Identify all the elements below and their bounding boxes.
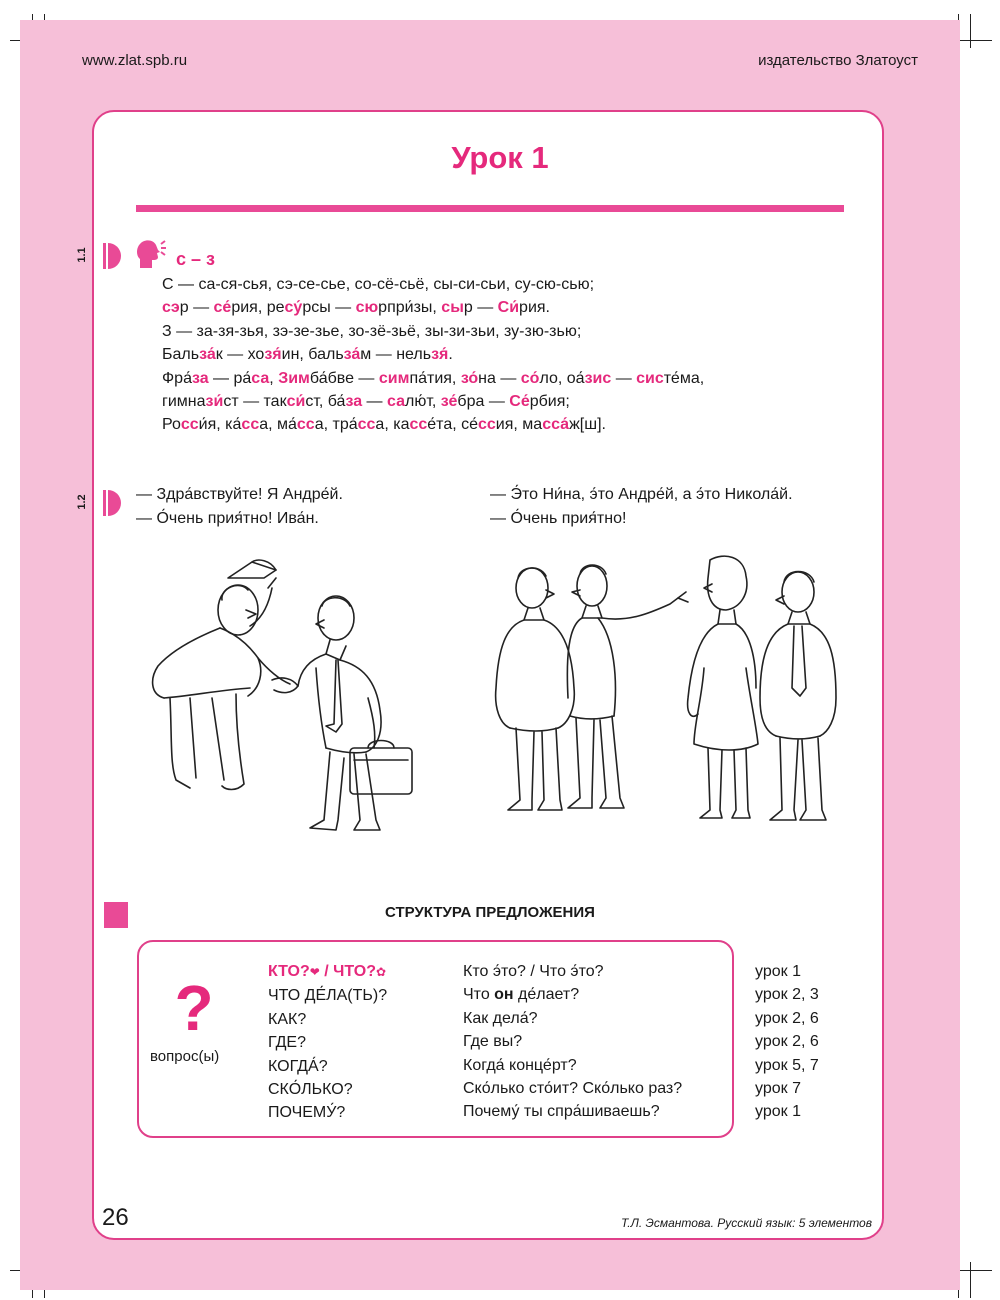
dialog-line: — Здра́вствуйте! Я Андре́й. xyxy=(136,486,343,503)
lesson-ref: урок 2, 3 xyxy=(755,986,819,1004)
exercise-line: Фра́за — ра́са, Зимба́бве — симпа́тия, зо́на — со́ло, оа́зис — систе́ма, xyxy=(162,369,705,387)
exercise-number: 1.2 xyxy=(76,494,88,510)
kto-chto-row xyxy=(268,960,387,984)
question-word: ЧТО ДЕ́ЛА(ТЬ)? xyxy=(268,987,388,1005)
publisher-name: издательство Златоуст xyxy=(758,52,918,69)
introduction-illustration xyxy=(488,548,848,848)
dialog-line: — О́чень прия́тно! Ива́н. xyxy=(136,510,319,527)
question-word: КАК? xyxy=(268,1010,307,1028)
example-question: Как дела́? xyxy=(463,1009,538,1027)
dialog-line: — Э́то Ни́на, э́то Андре́й, а э́то Никола́й. xyxy=(490,486,793,503)
dialog-right xyxy=(490,483,793,531)
lesson-ref: урок 1 xyxy=(755,1103,801,1121)
example-question: Где вы? xyxy=(463,1033,523,1051)
speaking-head-icon xyxy=(136,238,166,270)
exercise-line: С — са-ся-сья, сэ-се-сье, со-сё-сьё, сы-си-сьи, су-сю-сью; xyxy=(162,276,595,293)
crop-mark xyxy=(970,14,971,48)
lesson-title: Урок 1 xyxy=(451,140,549,175)
flower-icon: ✿ xyxy=(376,965,387,979)
audio-icon[interactable] xyxy=(103,490,121,516)
pronunciation-exercise xyxy=(162,273,704,437)
audio-icon[interactable] xyxy=(103,243,121,269)
question-mark-icon: ? xyxy=(174,972,214,1044)
exercise-line: Росси́я, ка́сса, ма́сса, тра́сса, кассе́та, се́ссия, масса́ж[ш]. xyxy=(162,416,606,434)
question-label: вопрос(ы) xyxy=(150,1048,220,1065)
example-question: Ско́лько сто́ит? Ско́лько раз? xyxy=(463,1080,683,1098)
exercise-line: З — за-зя-зья, зэ-зе-зье, зо-зё-зьё, зы-зи-зьи, зу-зю-зью; xyxy=(162,322,582,340)
lesson-ref: урок 5, 7 xyxy=(755,1056,819,1074)
heart-icon: ❤ xyxy=(309,965,320,979)
footer-credit: Т.Л. Эсмантова. Русский язык: 5 элементов xyxy=(621,1216,872,1230)
dialog-line: — О́чень прия́тно! xyxy=(490,510,627,527)
example-question: Когда́ конце́рт? xyxy=(463,1056,577,1074)
exercise-line: сэр — се́рия, ресу́рсы — сюрпри́зы, сыр — Си́рия. xyxy=(162,299,550,317)
question-word: ПОЧЕМУ́? xyxy=(268,1104,346,1122)
lesson-ref: урок 2, 6 xyxy=(755,1009,819,1027)
question-examples xyxy=(463,960,682,1124)
chto-label: / ЧТО? xyxy=(324,963,377,980)
dialog-left xyxy=(136,483,343,531)
crop-mark xyxy=(970,1262,971,1298)
kto-label: КТО? xyxy=(268,963,310,980)
exercise-line: гимнази́ст — такси́ст, ба́за — салю́т, зе́бра — Се́рбия; xyxy=(162,393,570,411)
question-word: СКО́ЛЬКО? xyxy=(268,1081,353,1099)
example-question: Кто э́то? / Что э́то? xyxy=(463,963,604,980)
section-marker-square xyxy=(104,902,128,928)
site-url[interactable]: www.zlat.spb.ru xyxy=(82,52,188,69)
question-word: КОГДА́? xyxy=(268,1057,328,1075)
example-question: Что он де́лает? xyxy=(463,986,580,1004)
sound-pair-label: с – з xyxy=(176,249,215,269)
lesson-references xyxy=(755,960,819,1124)
lesson-ref: урок 7 xyxy=(755,1080,801,1098)
question-word: ГДЕ? xyxy=(268,1034,306,1052)
structure-title: СТРУКТУРА ПРЕДЛОЖЕНИЯ xyxy=(385,904,595,921)
handshake-illustration xyxy=(140,548,440,848)
question-words xyxy=(268,960,387,1125)
example-question: Почему́ ты спра́шиваешь? xyxy=(463,1103,660,1121)
exercise-number: 1.1 xyxy=(76,247,88,263)
lesson-ref: урок 1 xyxy=(755,963,801,980)
title-divider xyxy=(136,205,844,212)
lesson-ref: урок 2, 6 xyxy=(755,1033,819,1051)
exercise-line: Бальза́к — хозя́ин, бальза́м — нельзя́. xyxy=(162,346,453,364)
page-number: 26 xyxy=(102,1204,129,1231)
